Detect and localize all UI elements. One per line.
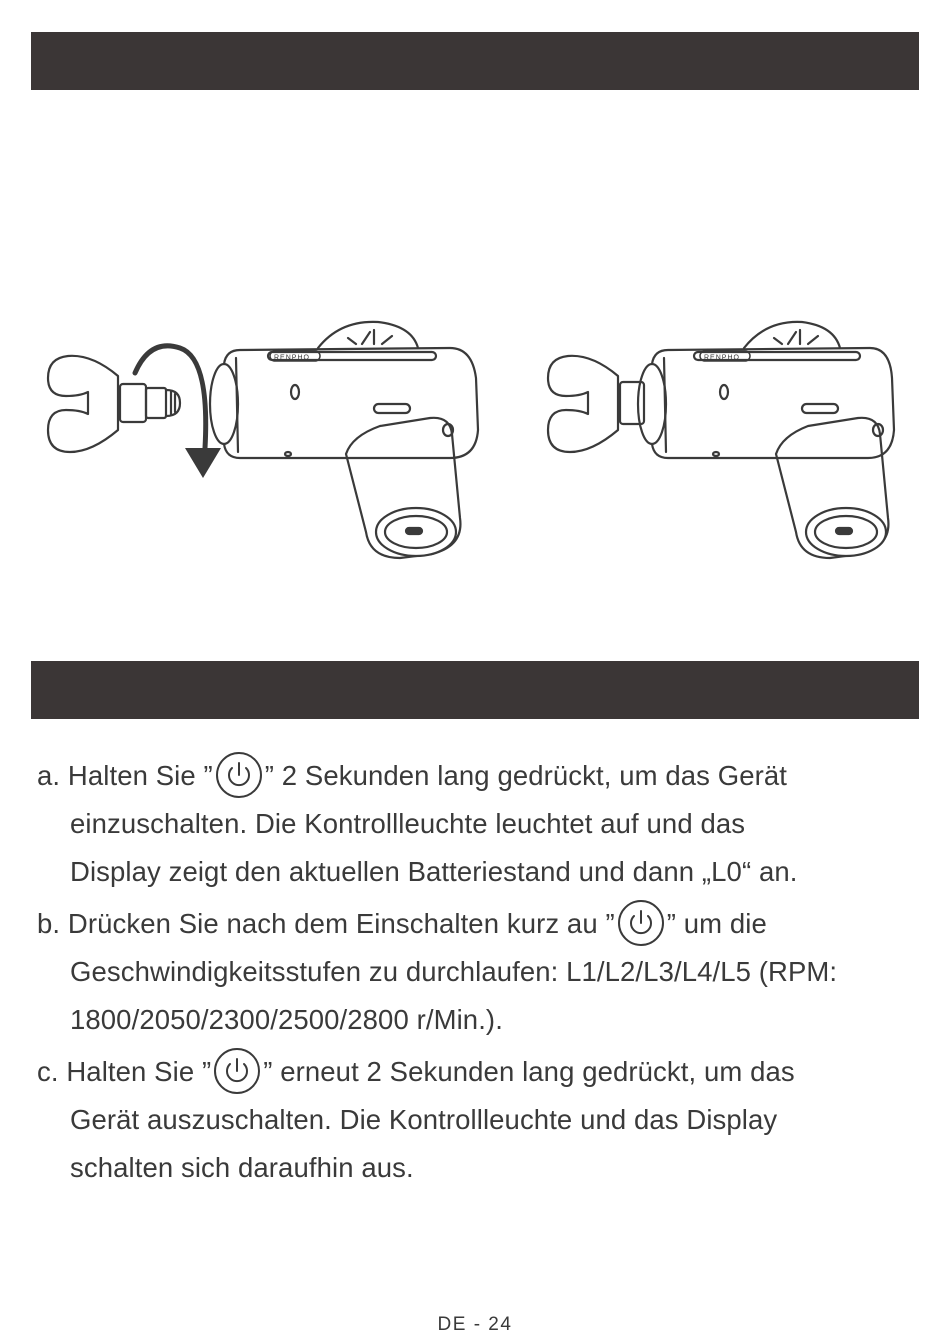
brand-logo: RENPHO	[704, 354, 740, 362]
instruction-step-c	[37, 1048, 927, 1192]
power-icon	[617, 899, 665, 947]
power-icon	[213, 1047, 261, 1095]
step-marker: b.	[37, 908, 61, 939]
step-text: Display zeigt den aktuellen Batteriestand und dann „L0“ an.	[70, 856, 798, 887]
step-text: schalten sich daraufhin aus.	[70, 1152, 414, 1183]
step-text: ” erneut 2 Sekunden lang gedrückt, um das	[263, 1056, 795, 1087]
power-icon	[215, 751, 263, 799]
page-number: DE - 24	[437, 1314, 513, 1335]
section-header-bar	[31, 661, 919, 719]
instruction-step-b	[37, 900, 927, 1044]
section-header-bar	[31, 32, 919, 90]
step-marker: c.	[37, 1056, 59, 1087]
attach-head-illustration	[40, 318, 490, 568]
step-text: Gerät auszuschalten. Die Kontrollleuchte und das Display	[70, 1104, 778, 1135]
instruction-step-a	[37, 752, 927, 896]
step-text: Geschwindigkeitsstufen zu durchlaufen: L1/L2/L3/L4/L5 (RPM:	[70, 956, 838, 987]
step-text: ” 2 Sekunden lang gedrückt, um das Gerät	[264, 760, 787, 791]
brand-logo: RENPHO	[274, 354, 310, 362]
step-marker: a.	[37, 760, 61, 791]
step-text: Drücken Sie nach dem Einschalten kurz au ”	[67, 908, 615, 939]
step-text: einzuschalten. Die Kontrollleuchte leuchtet auf und das	[70, 808, 746, 839]
step-text: Halten Sie ”	[67, 760, 213, 791]
step-text: Halten Sie ”	[66, 1056, 212, 1087]
instruction-list	[37, 752, 927, 1192]
step-text: ” um die	[666, 908, 767, 939]
step-text: 1800/2050/2300/2500/2800 r/Min.).	[70, 1004, 503, 1035]
attached-head-illustration	[540, 318, 900, 568]
